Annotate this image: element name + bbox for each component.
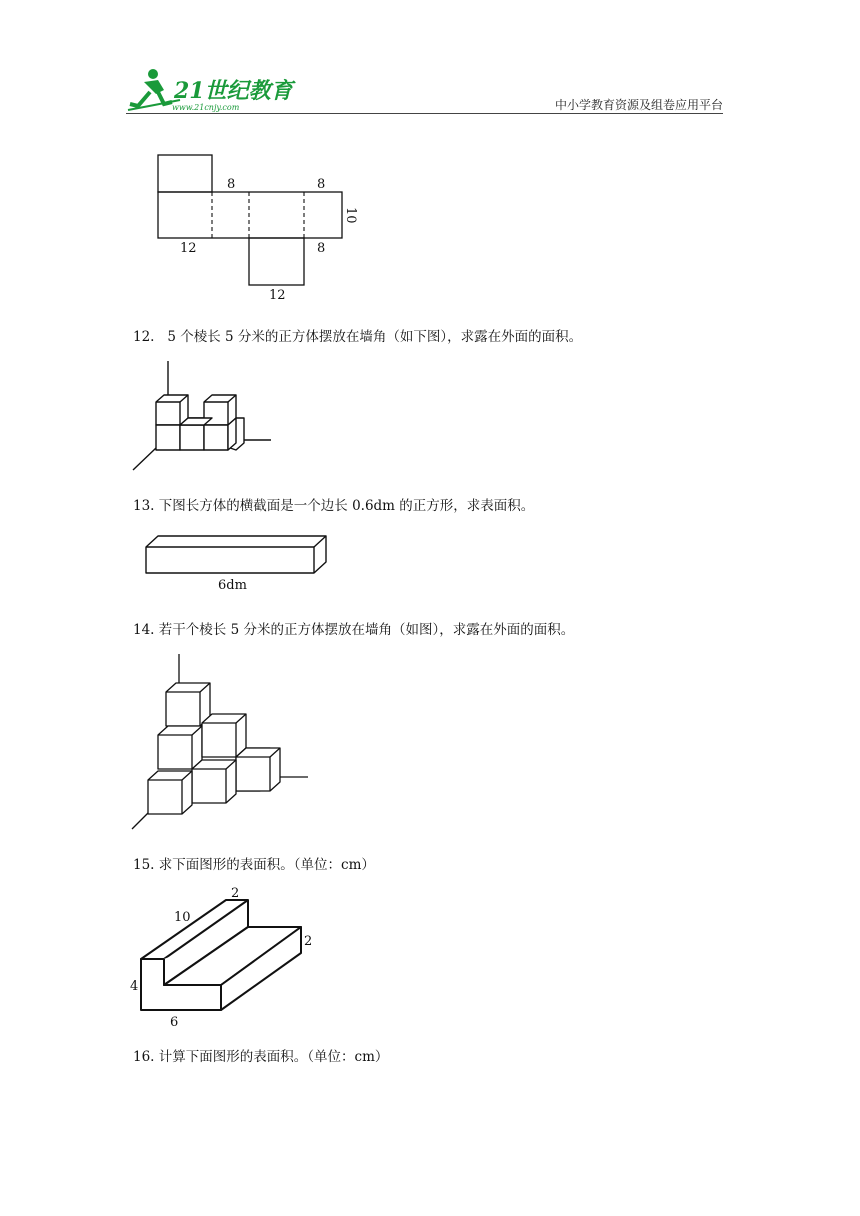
- dim-label-right-2: 2: [304, 934, 313, 949]
- dim-label-4: 4: [130, 979, 139, 994]
- net-label-8-top-left: 8: [227, 177, 236, 192]
- net-label-12-bottom: 12: [269, 288, 286, 303]
- question-number: 15.: [133, 857, 155, 873]
- net-label-12-bottom-left: 12: [180, 241, 197, 256]
- question-16: [133, 1045, 388, 1065]
- corner-cubes-diagram-q14: [128, 652, 313, 837]
- net-label-8-bottom-right: 8: [317, 241, 326, 256]
- dim-label-6: 6: [170, 1015, 179, 1030]
- question-text: 5 个棱长 5 分米的正方体摆放在墙角（如下图），求露在外面的面积。: [167, 329, 583, 345]
- dim-label-10: 10: [174, 910, 191, 925]
- logo-url: www.21cnjy.com: [172, 103, 240, 112]
- question-15: [133, 853, 375, 873]
- question-12: [133, 325, 582, 345]
- question-number: 14.: [133, 622, 155, 638]
- length-label-6dm: 6dm: [218, 578, 247, 593]
- question-text: 若干个棱长 5 分米的正方体摆放在墙角（如图），求露在外面的面积。: [158, 622, 575, 638]
- question-text: 下图长方体的横截面是一个边长 0.6dm 的正方形，求表面积。: [158, 498, 535, 514]
- header-divider: [126, 113, 723, 114]
- net-label-8-top-right: 8: [317, 177, 326, 192]
- l-shaped-prism-diagram-q15: [126, 884, 326, 1032]
- corner-cubes-diagram-q12: [128, 356, 278, 476]
- question-text: 求下面图形的表面积。（单位：cm）: [158, 857, 375, 873]
- question-number: 13.: [133, 498, 155, 514]
- platform-name: 中小学教育资源及组卷应用平台: [554, 98, 723, 112]
- dim-label-top-2: 2: [231, 886, 240, 901]
- question-14: [133, 618, 574, 638]
- question-number: 16.: [133, 1049, 155, 1065]
- question-text: 计算下面图形的表面积。（单位：cm）: [158, 1049, 389, 1065]
- logo-text: 21世纪教育: [174, 78, 293, 104]
- net-label-10-right: 10: [343, 207, 358, 224]
- question-number: 12.: [133, 329, 155, 345]
- cuboid-net-diagram: [150, 148, 370, 308]
- question-13: [133, 494, 534, 514]
- cuboid-diagram-q13: [140, 528, 340, 598]
